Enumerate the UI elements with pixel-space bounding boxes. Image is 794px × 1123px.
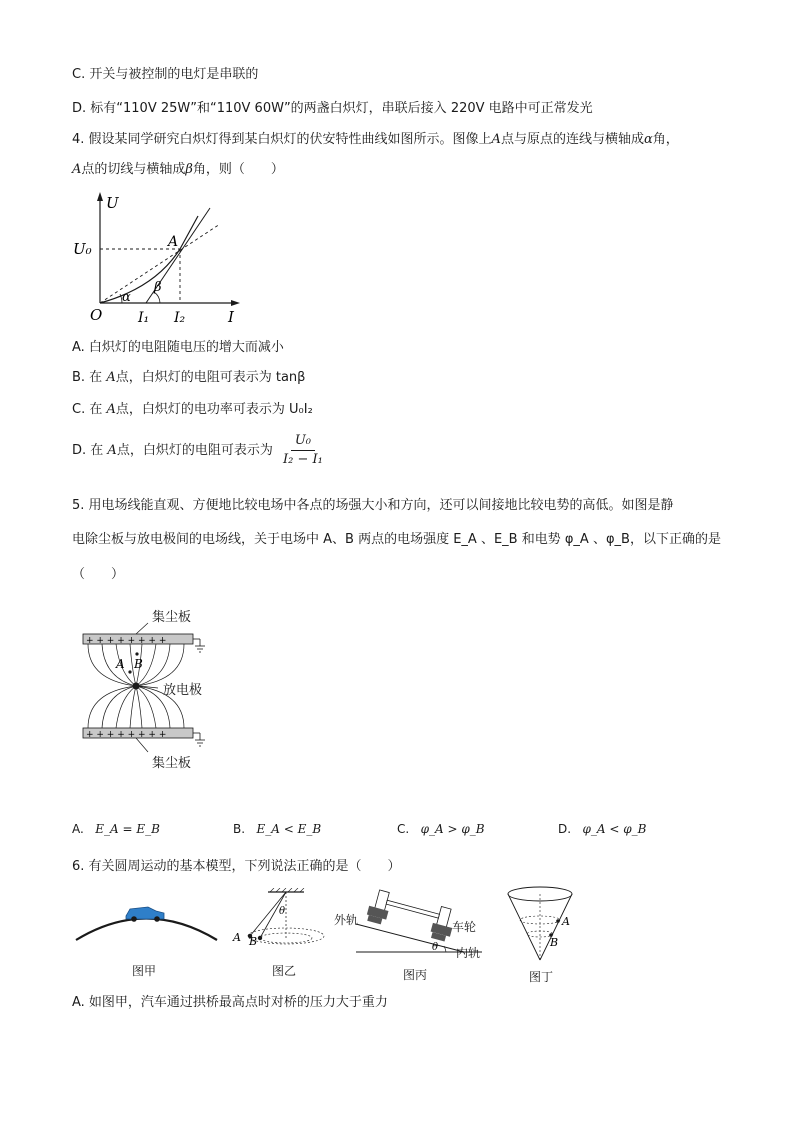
option-expression: E_A < E_B bbox=[256, 822, 322, 836]
q4-stem-text: 点与原点的连线与横轴成 bbox=[500, 132, 644, 147]
fig-caption-b: 图乙 bbox=[272, 964, 297, 978]
q5-option-d bbox=[558, 822, 647, 836]
fig-b-a-label: A bbox=[233, 931, 241, 944]
origin-label: O bbox=[90, 306, 103, 324]
q5-stem-line2: 电除尘板与放电极间的电场线，关于电场中 A、B 两点的电场强度 E_A 、E_B 和电势 φ_A 、φ_B，以下正确的是 bbox=[72, 532, 721, 547]
q4-option-c bbox=[72, 401, 313, 419]
option-expression: φ_A > φ_B bbox=[420, 822, 485, 836]
q3-option-c: C. 开关与被控制的电灯是串联的 bbox=[72, 67, 259, 82]
fig-d-a-label: A bbox=[562, 915, 570, 928]
q4-stem-line2 bbox=[72, 161, 284, 179]
fig-d-b-label: B bbox=[550, 936, 559, 949]
q4-option-text: D. 在 bbox=[72, 443, 104, 458]
i1-label: I₁ bbox=[138, 310, 150, 326]
fig-c-wheel-label: 车轮 bbox=[452, 920, 477, 934]
q5-option-c bbox=[397, 822, 485, 836]
top-plate-label: 集尘板 bbox=[152, 610, 192, 625]
q4-stem-text: 角， bbox=[652, 132, 679, 147]
q5-field-line-figure bbox=[78, 600, 238, 775]
q4-point-a: A bbox=[107, 443, 117, 458]
fig-c-inner-rail-label: 内轨 bbox=[456, 946, 481, 960]
q4-option-b bbox=[72, 369, 305, 387]
fraction-denominator: I₂ − I₁ bbox=[282, 452, 323, 467]
top-plate-plus: + + + + + + + + bbox=[86, 636, 167, 646]
bottom-plate-plus: + + + + + + + + bbox=[86, 730, 167, 740]
q4-option-d bbox=[72, 432, 327, 470]
resistance-fraction bbox=[279, 432, 327, 469]
fig-caption-d: 图丁 bbox=[529, 970, 554, 984]
q5-stem-line1: 5. 用电场线能直观、方便地比较电场中各点的场强大小和方向，还可以间接地比较电势的高低。如图是静 bbox=[72, 498, 674, 513]
q5-stem-line3: （ ） bbox=[72, 567, 125, 582]
q4-option-text: 点，白炽灯的电功率可表示为 U₀I₂ bbox=[115, 402, 313, 417]
option-expression: E_A = E_B bbox=[95, 822, 160, 836]
fraction-numerator: U₀ bbox=[291, 432, 315, 451]
option-letter: A. bbox=[72, 822, 84, 836]
q4-stem-text: 角，则（ ） bbox=[192, 162, 284, 177]
q4-stem-text: 点的切线与横轴成 bbox=[81, 162, 186, 177]
i2-label: I₂ bbox=[174, 310, 186, 326]
point-a-label: A bbox=[168, 234, 179, 250]
q6-option-a: A. 如图甲，汽车通过拱桥最高点时对桥的压力大于重力 bbox=[72, 995, 388, 1010]
q4-option-text: 点，白炽灯的电阻可表示为 tanβ bbox=[115, 370, 306, 385]
q5-option-a bbox=[72, 822, 160, 836]
fig-caption-c: 图丙 bbox=[403, 968, 428, 982]
q4-point-a: A bbox=[72, 162, 82, 177]
axis-u-label: U bbox=[106, 194, 119, 212]
q5-option-b bbox=[233, 822, 321, 836]
q4-stem-line1 bbox=[72, 131, 679, 149]
beta-label: β bbox=[154, 280, 162, 295]
q4-alpha: α bbox=[643, 132, 653, 147]
fig-conical-pendulum bbox=[228, 888, 348, 953]
q4-point-a: A bbox=[491, 132, 501, 147]
q4-option-text: 点，白炽灯的电阻可表示为 bbox=[116, 443, 273, 458]
option-expression: φ_A < φ_B bbox=[582, 822, 647, 836]
q4-stem-text: 4. 假设某同学研究白炽灯得到某白炽灯的伏安特性曲线如图所示。图像上 bbox=[72, 132, 492, 147]
q4-ui-graph bbox=[70, 188, 250, 333]
option-letter: C. bbox=[397, 822, 410, 836]
point-a-label: A bbox=[116, 657, 125, 671]
q3-option-d: D. 标有“110V 25W”和“110V 60W”的两盏白炽灯，串联后接入 220V 电路中可正常发光 bbox=[72, 101, 593, 116]
q4-option-text: C. 在 bbox=[72, 402, 103, 417]
fig-b-b-label: B bbox=[249, 935, 258, 948]
option-letter: B. bbox=[233, 822, 246, 836]
axis-i-label: I bbox=[228, 308, 234, 326]
bottom-plate-label: 集尘板 bbox=[152, 756, 192, 771]
electrode-label: 放电极 bbox=[163, 683, 203, 698]
point-b-label: B bbox=[134, 657, 143, 671]
alpha-label: α bbox=[122, 290, 131, 305]
fig-car-bridge bbox=[74, 892, 219, 952]
fig-inverted-cone bbox=[500, 884, 580, 964]
option-letter: D. bbox=[558, 822, 572, 836]
u0-label: U₀ bbox=[73, 240, 92, 258]
fig-c-outer-rail-label: 外轨 bbox=[334, 913, 359, 927]
fig-c-theta-label: θ bbox=[432, 942, 439, 953]
q4-point-a: A bbox=[106, 370, 116, 385]
q6-stem: 6. 有关圆周运动的基本模型，下列说法正确的是（ ） bbox=[72, 859, 401, 874]
fig-b-theta-label: θ bbox=[279, 906, 286, 917]
q4-point-a: A bbox=[106, 402, 116, 417]
q4-beta: β bbox=[185, 162, 193, 177]
q4-option-a: A. 白炽灯的电阻随电压的增大而减小 bbox=[72, 340, 284, 355]
q4-option-text: B. 在 bbox=[72, 370, 103, 385]
fig-caption-a: 图甲 bbox=[132, 964, 157, 978]
